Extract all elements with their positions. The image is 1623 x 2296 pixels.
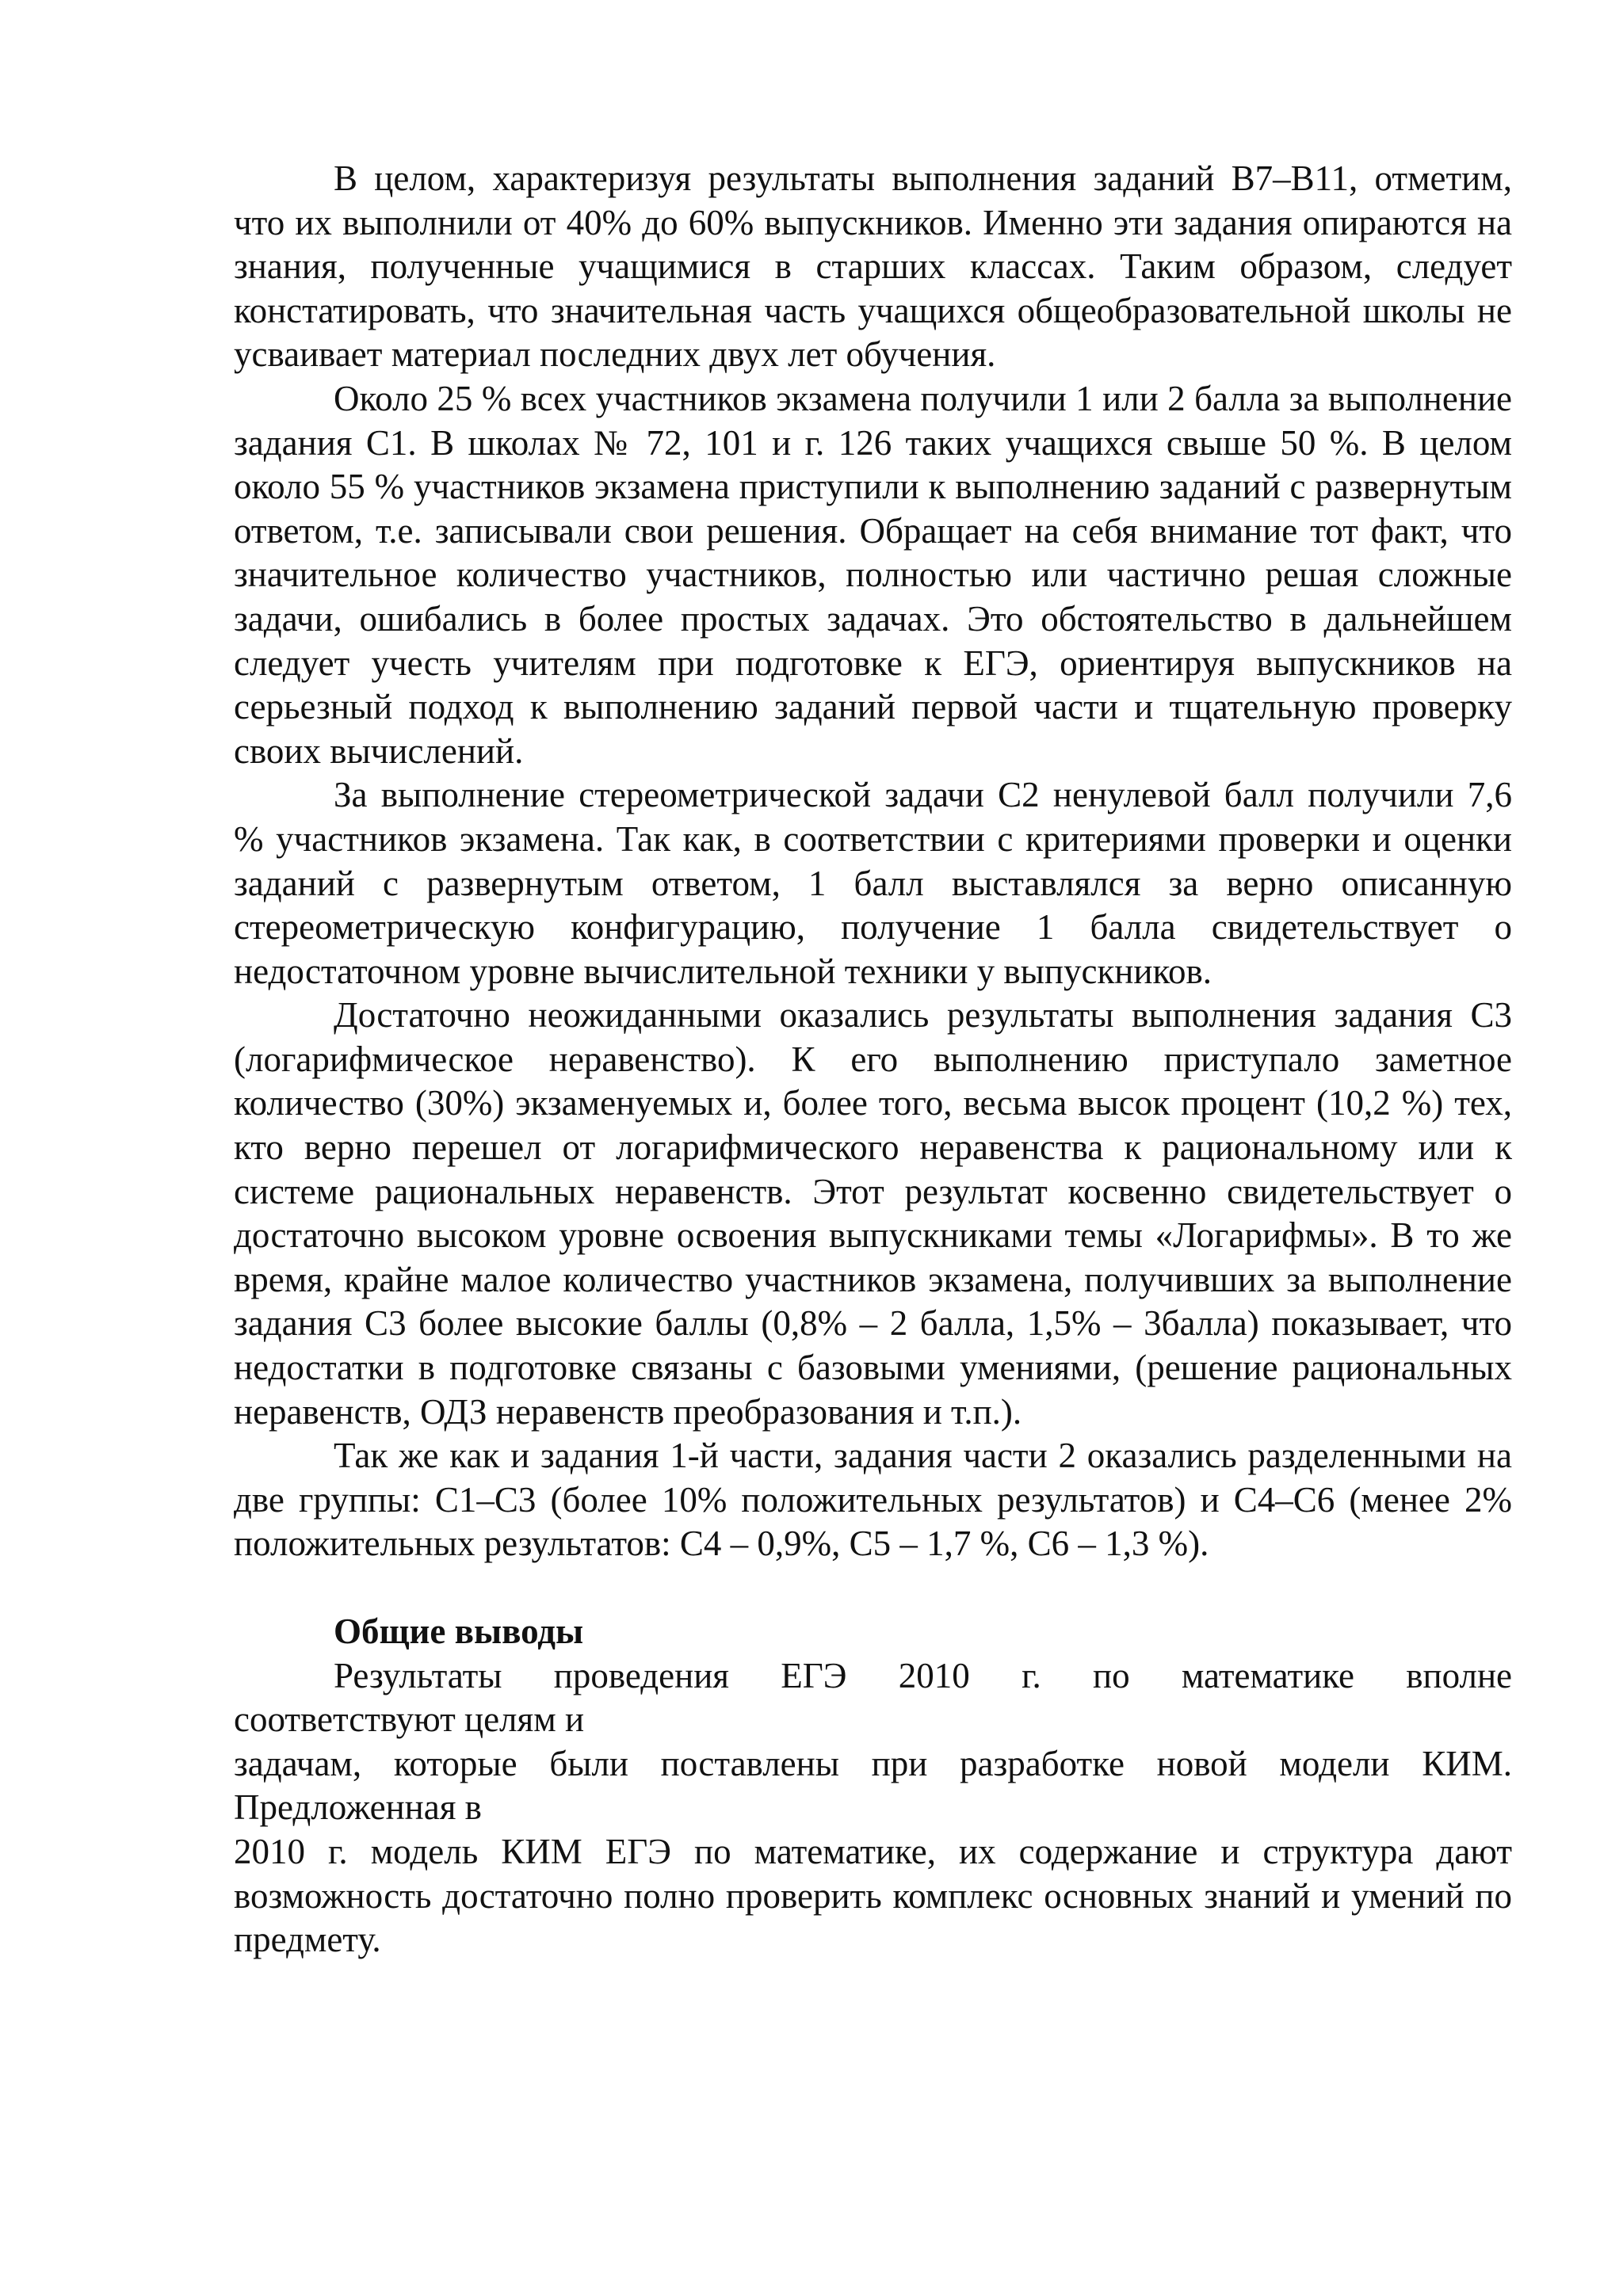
paragraph-b7-b11-results: В целом, характеризуя результаты выполнения заданий В7–В11, отметим, что их выполнили от 40% до 60% выпускников. Именно эти задания опираются на знания, полученные учащимися в старших классах. Таким образом, следует констатировать, что значительная часть учащихся общеобразовательной школы не усваивает материал последних двух лет обучения. xyxy=(234,158,1512,375)
paragraph-c3-results: Достаточно неожиданными оказались результаты выполнения задания С3 (логарифмическое неравенство). К его выполнению приступало заметное количество (30%) экзаменуемых и, более того, весьма высок процент (10,2 %) тех, кто верно перешел от логарифмического неравенства к рациональному или к системе рациональных неравенств. Этот результат косвенно свидетельствует о достаточно высоком уровне освоения выпускниками темы «Логарифмы». В то же время, крайне малое количество участников экзамена, получивших за выполнение задания С3 более высокие баллы (0,8% – 2 балла, 1,5% – 3балла) показывает, что недостатки в подготовке связаны с базовыми умениями, (решение рациональных неравенств, ОДЗ неравенств преобразования и т.п.). xyxy=(234,995,1512,1432)
conclusions-line-2: соответствуют целям и xyxy=(234,1699,585,1740)
paragraph-c1-results: Около 25 % всех участников экзамена получили 1 или 2 балла за выполнение задания С1. В школах № 72, 101 и г. 126 таких учащихся свыше 50 %. В целом около 55 % участников экзамена приступили к выполнению заданий с развернутым ответом, т.е. записывали свои решения. Обращает на себя внимание тот факт, что значительное количество участников, полностью или частично решая сложные задачи, ошибались в более простых задачах. Это обстоятельство в дальнейшем следует учесть учителям при подготовке к ЕГЭ, ориентируя выпускников на серьезный подход к выполнению заданий первой части и тщательную проверку своих вычислений. xyxy=(234,378,1512,771)
paragraph-c2-results: За выполнение стереометрической задачи С2 ненулевой балл получили 7,6 % участников экзамена. Так как, в соответствии с критериями проверки и оценки заданий с развернутым ответом, 1 балл выставлялся за верно описанную стереометрическую конфигурацию, получение 1 балла свидетельствует о недостаточном уровне вычислительной техники у выпускников. xyxy=(234,775,1512,991)
document-page xyxy=(234,157,1512,1962)
conclusions-line-5: 2010 г. модель КИМ ЕГЭ по математике, их содержание и структура дают возможность достаточно полно проверить комплекс основных знаний и умений по предмету. xyxy=(234,1831,1512,1960)
conclusions-line-4: Предложенная в xyxy=(234,1787,482,1828)
conclusions-line-3: задачам, которые были поставлены при разработке новой модели КИМ. xyxy=(234,1743,1512,1783)
conclusions-heading: Общие выводы xyxy=(334,1611,584,1651)
paragraph-part2-groups: Так же как и задания 1-й части, задания части 2 оказались разделенными на две группы: С1–С3 (более 10% положительных результатов) и С4–С6 (менее 2% положительных результатов: С4 – 0,9%, С5 – 1,7 %, С6 – 1,3 %). xyxy=(234,1436,1512,1564)
conclusions-line-1: Результаты проведения ЕГЭ 2010 г. по математике вполне xyxy=(334,1655,1512,1695)
